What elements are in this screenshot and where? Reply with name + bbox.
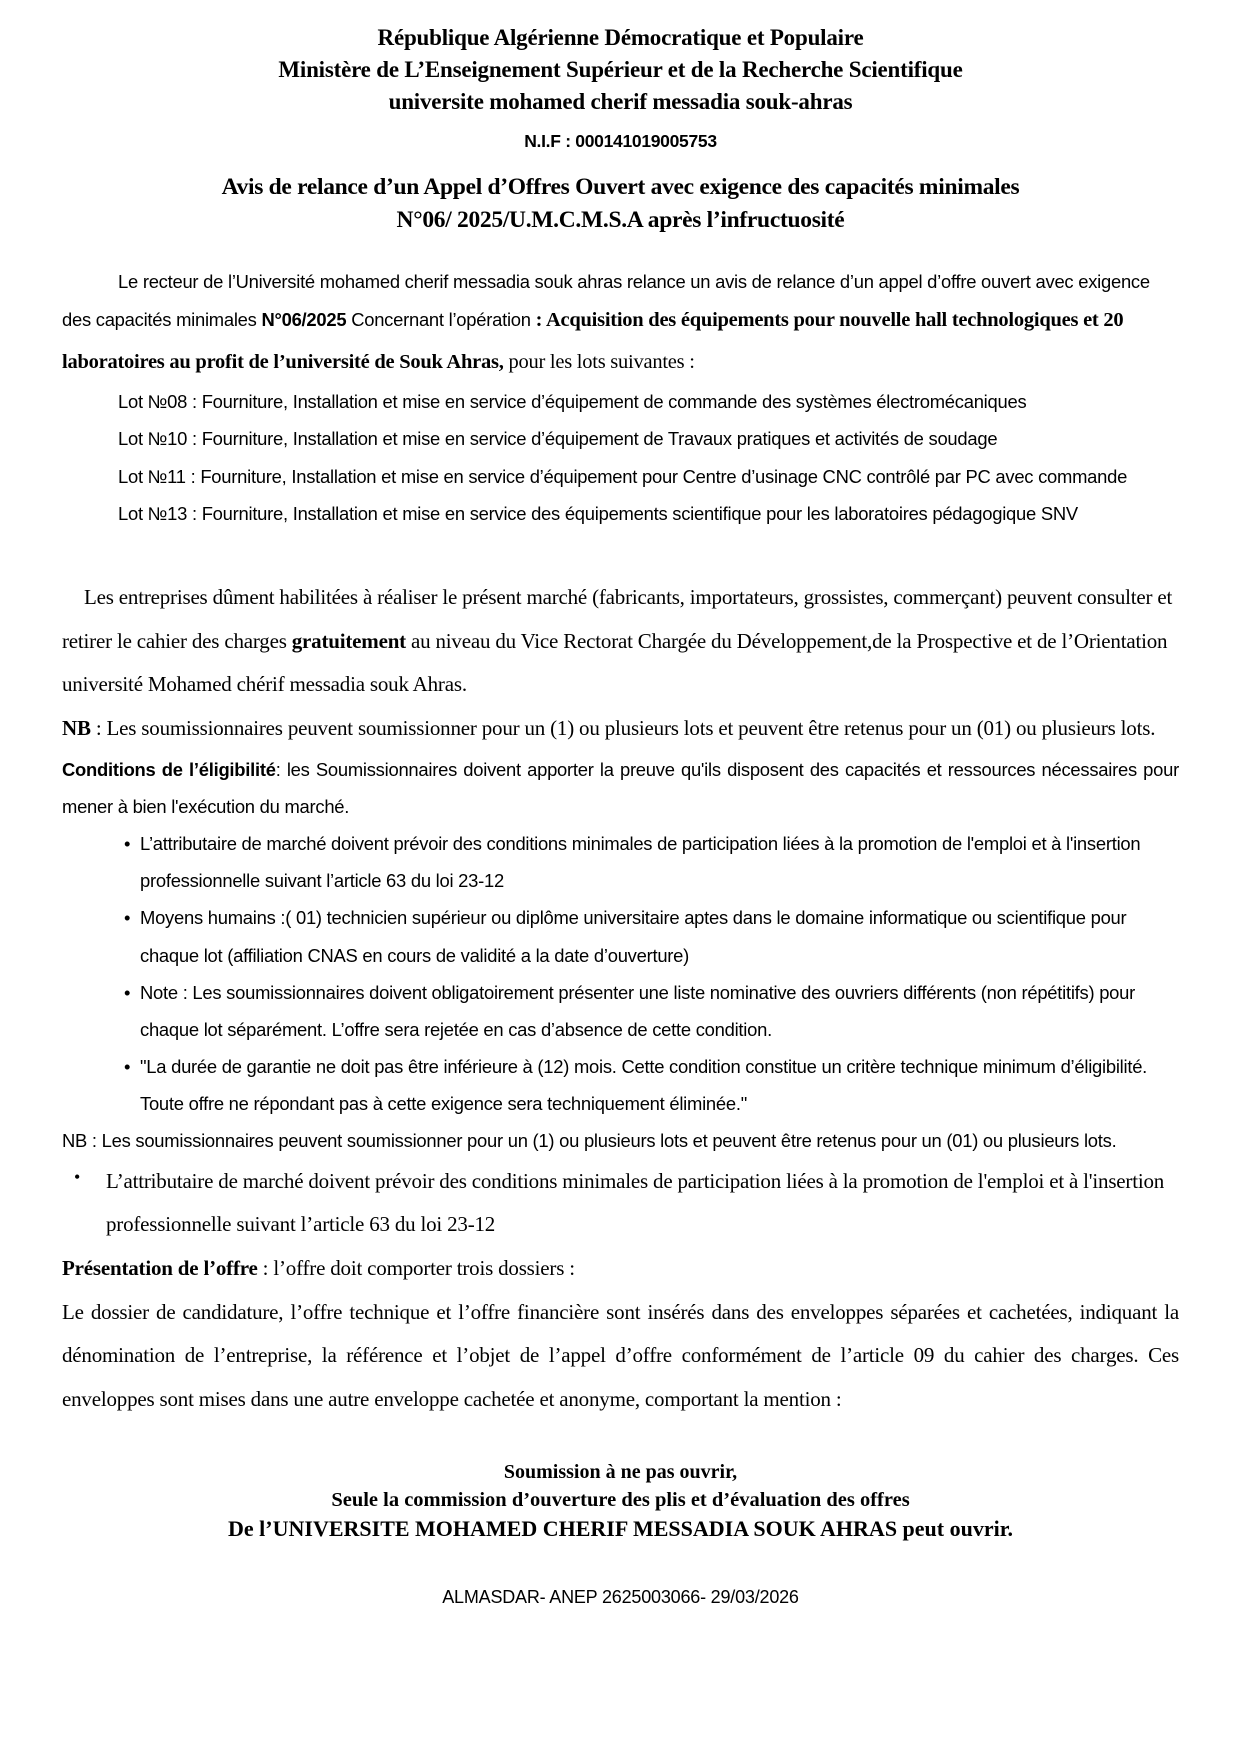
intro-paragraph bbox=[62, 263, 1179, 383]
list-item-text: Note : Les soumissionnaires doivent obligatoirement présenter une liste nominative des ouvriers différents (non répétitifs) pour chaque lot séparément. L’offre sera rejetée en cas d’absence de cette condition. bbox=[140, 981, 1136, 1040]
bullet-icon: • bbox=[74, 1166, 81, 1187]
nb-label: NB bbox=[62, 715, 91, 740]
entreprises-section bbox=[62, 576, 1179, 751]
conditions-paragraph bbox=[62, 751, 1179, 825]
closing-line-2: Seule la commission d’ouverture des plis et d’évaluation des offres bbox=[331, 1488, 910, 1511]
list-item bbox=[62, 825, 1179, 899]
conditions-section bbox=[62, 751, 1179, 825]
conditions-text: : les Soumissionnaires doivent apporter la preuve qu'ils disposent des capacités et ressources nécessaires pour mener à bien l'exécution du marché. bbox=[62, 758, 1179, 817]
entreprises-text-1: Les entreprises dûment habilitées à réaliser le présent marché (fabricants, importateurs, grossistes, commerçant) peuvent consulter et retirer le cahier des charges bbox=[62, 584, 1173, 653]
page-title bbox=[62, 171, 1179, 238]
closing-mention bbox=[62, 1458, 1179, 1545]
intro-reference-number: N°06/2025 bbox=[261, 309, 347, 331]
presentation-section bbox=[62, 1247, 1179, 1422]
list-item-text: "La durée de garantie ne doit pas être inférieure à (12) mois. Cette condition constitue un critère technique minimum d’éligibilité. Toute offre ne répondant pas à cette exigence sera techniquement éliminée." bbox=[140, 1056, 1148, 1115]
presentation-label: Présentation de l’offre bbox=[62, 1255, 258, 1280]
closing-line-3: De l’UNIVERSITE MOHAMED CHERIF MESSADIA SOUK AHRAS peut ouvrir. bbox=[228, 1516, 1013, 1542]
document-header bbox=[62, 22, 1179, 119]
gratuitement-emphasis: gratuitement bbox=[291, 628, 406, 653]
eligibility-bullet-list bbox=[62, 825, 1179, 1122]
title-line-1: Avis de relance d’un Appel d’Offres Ouvert avec exigence des capacités minimales bbox=[221, 173, 1020, 200]
intro-operation-title: Acquisition des équipements pour nouvelle hall technologiques et 20 laboratoires au profit de l’université de Souk Ahras, bbox=[62, 309, 1124, 373]
presentation-text: : l’offre doit comporter trois dossiers : bbox=[257, 1255, 575, 1280]
bullet-icon: • bbox=[124, 981, 131, 1003]
lots-list bbox=[62, 383, 1179, 532]
nif-line: N.I.F : 000141019005753 bbox=[524, 130, 717, 151]
lot-item: Lot №08 : Fourniture, Installation et mise en service d’équipement de commande des systèmes électromécaniques bbox=[118, 391, 1027, 413]
nb-separator: : bbox=[90, 715, 107, 740]
bullet-icon: • bbox=[124, 907, 131, 929]
nb-second-paragraph: NB : Les soumissionnaires peuvent soumissionner pour un (1) ou plusieurs lots et peuvent être retenus pour un (01) ou plusieurs lots. bbox=[62, 1130, 1117, 1152]
bullet-icon: • bbox=[124, 832, 131, 854]
presentation-heading-paragraph bbox=[62, 1247, 1179, 1291]
list-item-text: Moyens humains :( 01) technicien supérieur ou diplôme universitaire aptes dans le domaine informatique ou scientifique pour chaque lot (affiliation CNAS en cours de validité a la date d’ouverture) bbox=[140, 907, 1127, 966]
dossier-paragraph: Le dossier de candidature, l’offre technique et l’offre financière sont insérés dans des enveloppes séparées et cachetées, indiquant la dénomination de l’entreprise, la référence et l’objet de l’appel d’offre conformément de l’article 09 du cahier des charges. Ces enveloppes sont mises dans une autre enveloppe cachetée et anonyme, comportant la mention : bbox=[62, 1299, 1179, 1411]
closing-line-1: Soumission à ne pas ouvrir, bbox=[503, 1460, 738, 1483]
header-line-republic: République Algérienne Démocratique et Populaire bbox=[377, 25, 864, 50]
list-item bbox=[62, 899, 1179, 973]
title-line-2: N°06/ 2025/U.M.C.M.S.A après l’infructuosité bbox=[396, 206, 845, 233]
header-line-ministry: Ministère de L’Enseignement Supérieur et de la Recherche Scientifique bbox=[278, 57, 963, 83]
lot-item: Lot №10 : Fourniture, Installation et mise en service d’équipement de Travaux pratiques et activités de soudage bbox=[118, 428, 998, 450]
list-item bbox=[62, 1160, 1179, 1247]
conditions-label: Conditions de l’éligibilité bbox=[62, 758, 276, 780]
nb-text: Les soumissionnaires peuvent soumissionner pour un (1) ou plusieurs lots et peuvent être retenus pour un (01) ou plusieurs lots. bbox=[106, 715, 1156, 740]
list-item bbox=[62, 974, 1179, 1048]
intro-text-part3: pour les lots suivantes : bbox=[503, 350, 695, 373]
attributaire-list bbox=[62, 1160, 1179, 1247]
nb-second-section bbox=[62, 1122, 1179, 1159]
bullet-icon: • bbox=[124, 1056, 131, 1078]
lot-item: Lot №11 : Fourniture, Installation et mise en service d’équipement pour Centre d’usinage CNC contrôlé par PC avec commande bbox=[118, 465, 1128, 487]
intro-text-part2: Concernant l’opération bbox=[346, 309, 536, 331]
spacer bbox=[62, 532, 1179, 576]
list-item-text: L’attributaire de marché doivent prévoir des conditions minimales de participation liées à la promotion de l'emploi et à l'insertion professionnelle suivant l’article 63 du loi 23-12 bbox=[106, 1168, 1165, 1237]
nb-paragraph bbox=[62, 707, 1179, 751]
footer-anep-reference: ALMASDAR- ANEP 2625003066- 29/03/2026 bbox=[442, 1587, 799, 1608]
list-item bbox=[62, 1048, 1179, 1122]
intro-colon: : bbox=[535, 309, 546, 332]
header-line-university: universite mohamed cherif messadia souk-ahras bbox=[388, 89, 853, 115]
entreprises-paragraph bbox=[62, 576, 1179, 707]
lot-item: Lot №13 : Fourniture, Installation et mise en service des équipements scientifique pour les laboratoires pédagogique SNV bbox=[118, 502, 1078, 524]
list-item-text: L’attributaire de marché doivent prévoir des conditions minimales de participation liées à la promotion de l'emploi et à l'insertion professionnelle suivant l’article 63 du loi 23-12 bbox=[140, 832, 1141, 892]
intro-text-part1: Le recteur de l’Université mohamed cherif messadia souk ahras relance un avis de relance d’un appel d’offre ouvert avec exigence des capacités minimales bbox=[62, 271, 1150, 331]
entreprises-text-2: au niveau du Vice Rectorat Chargée du Développement,de la Prospective et de l’Orientation université Mohamed chérif messadia souk Ahras. bbox=[62, 628, 1168, 697]
